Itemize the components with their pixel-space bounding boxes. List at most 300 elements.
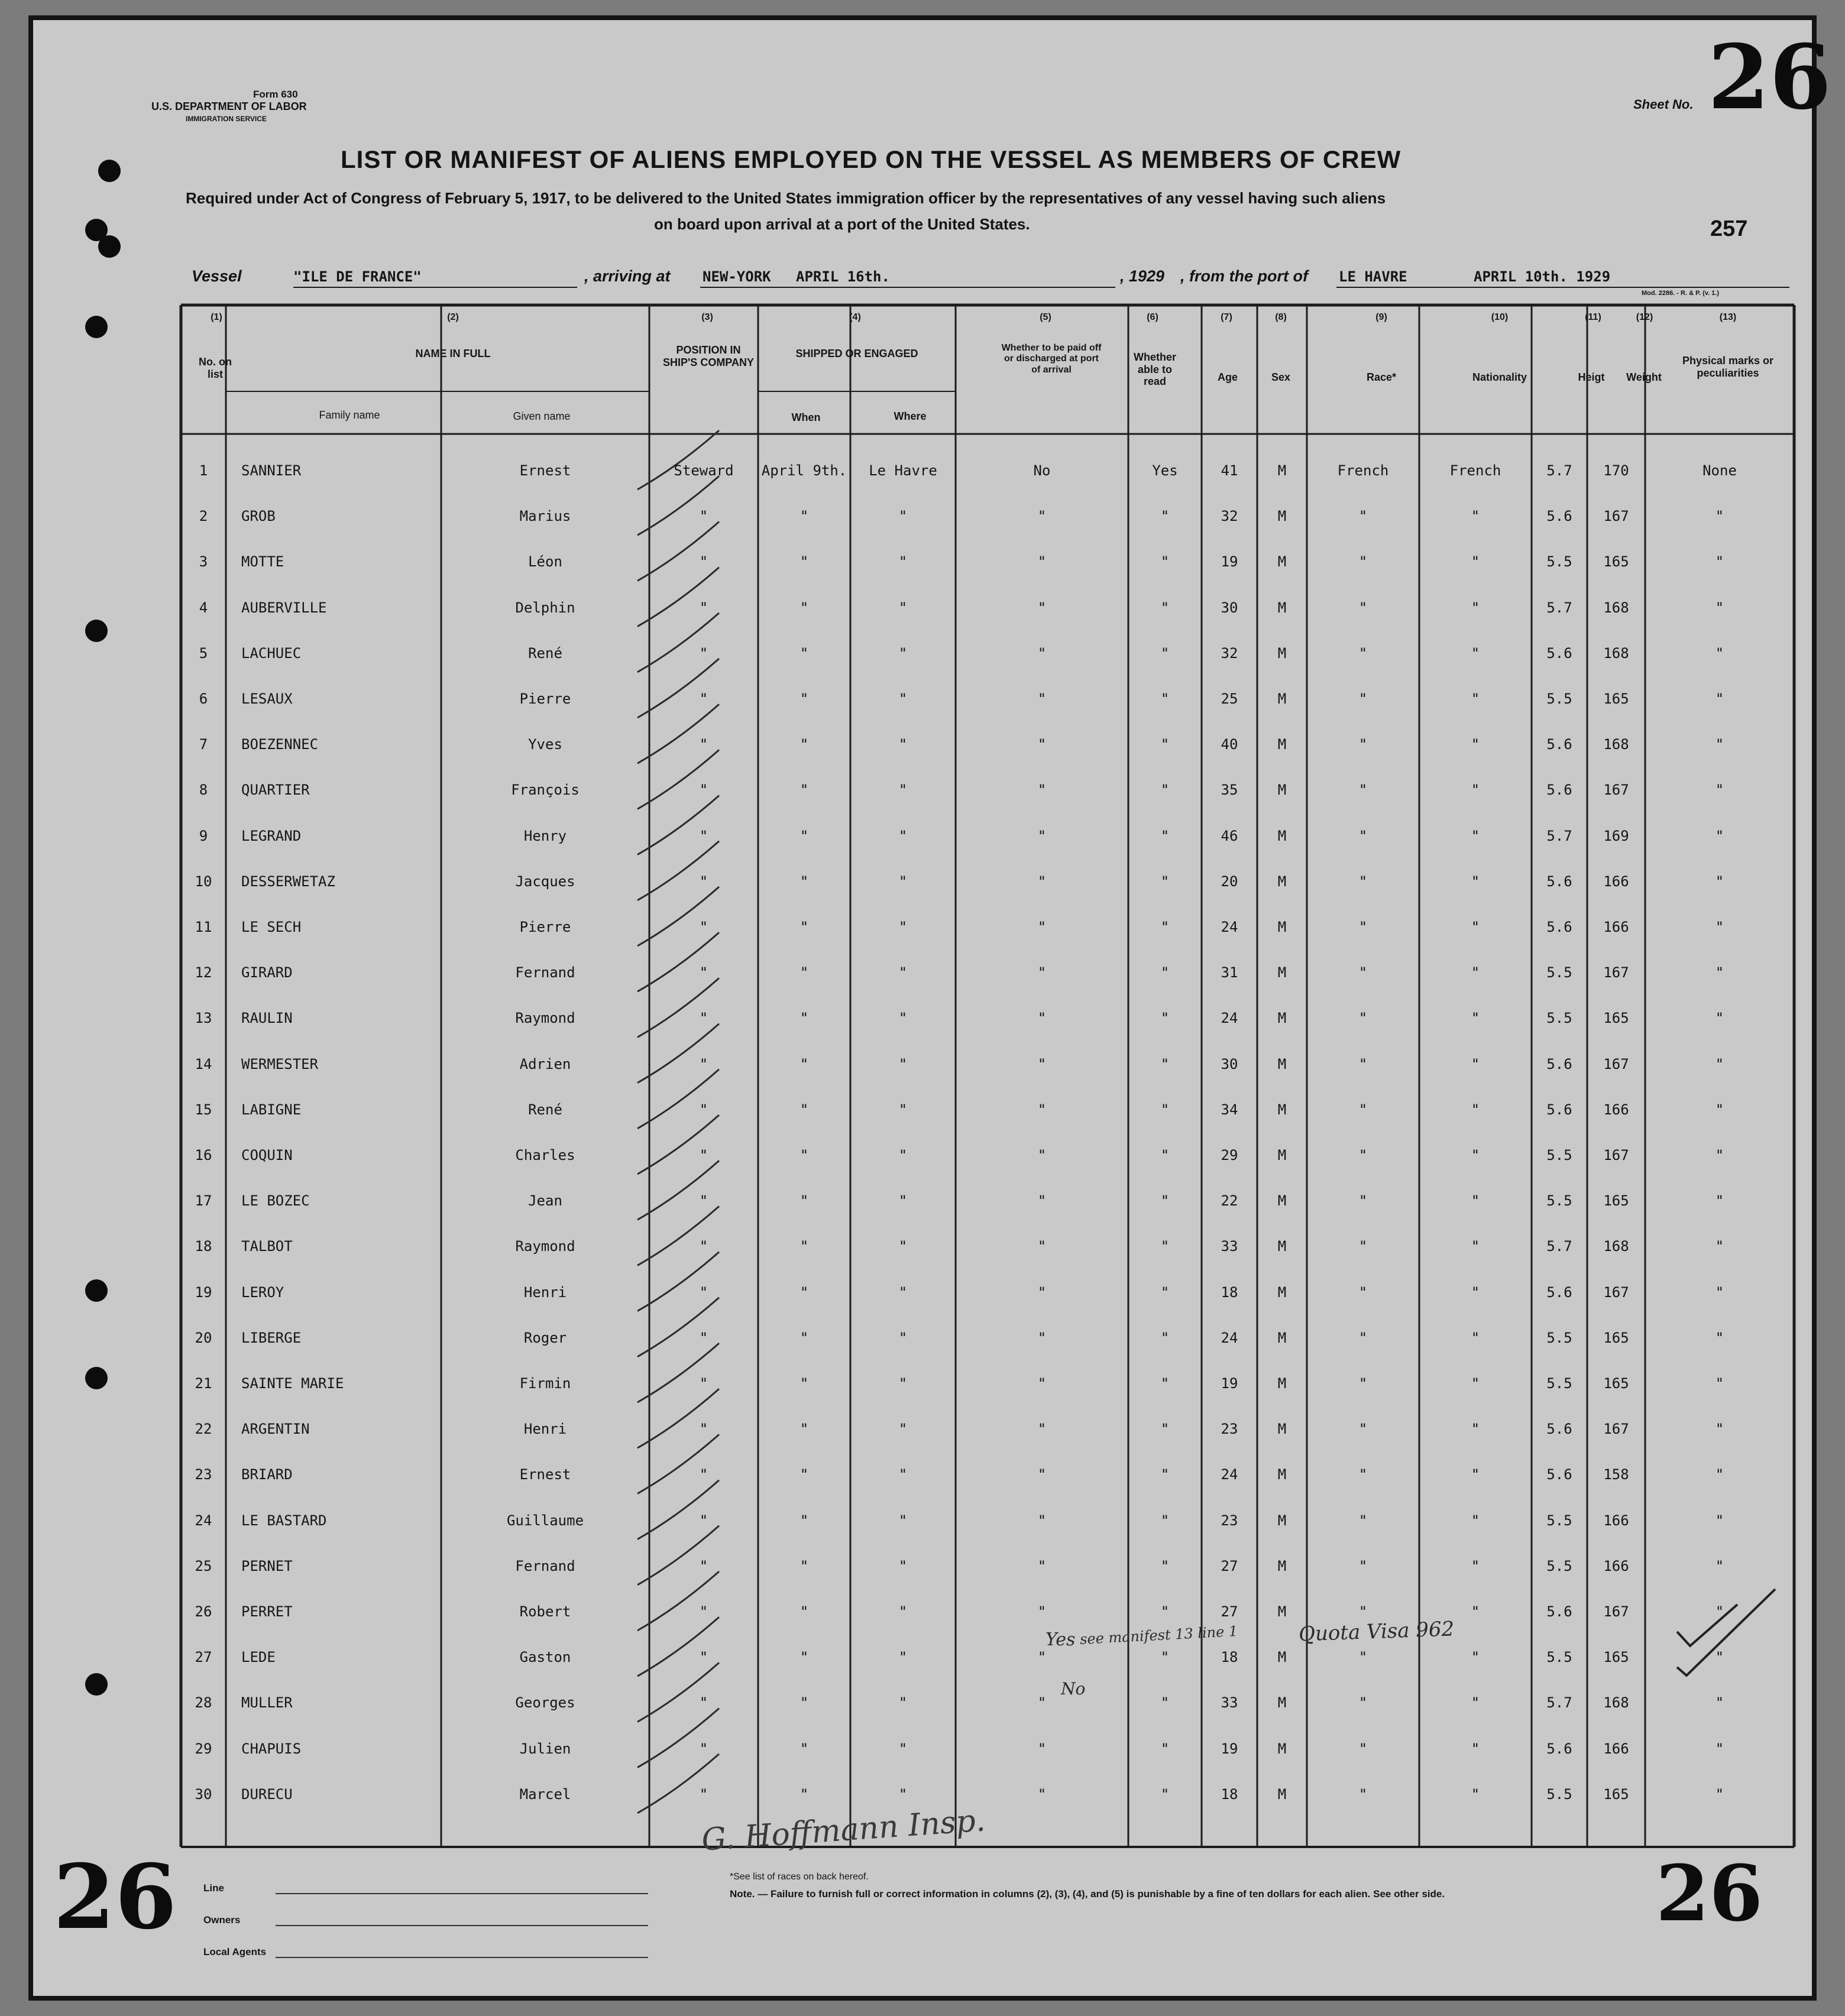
physical-marks: " (1715, 1010, 1724, 1027)
weight: 165 (1603, 1010, 1629, 1027)
given-name: Henry (523, 827, 567, 844)
weight: 166 (1603, 873, 1629, 890)
shipped-when: " (800, 1421, 809, 1438)
col-given-name: Given name (513, 410, 571, 422)
paid-off: " (1037, 1694, 1047, 1712)
paid-off: " (1037, 1740, 1047, 1757)
col-position: POSITION IN SHIP'S COMPANY (663, 344, 754, 368)
mod-reference: Mod. 2286. - R. & P. (v. 1.) (1642, 290, 1720, 297)
age: 41 (1221, 462, 1238, 479)
able-to-read: " (1160, 782, 1170, 799)
age: 32 (1221, 508, 1238, 525)
paid-off: " (1037, 1055, 1047, 1072)
manifest-title: LIST OR MANIFEST OF ALIENS EMPLOYED ON THE VESSEL AS MEMBERS OF CREW (341, 145, 1401, 173)
departure-port: LE HAVRE (1339, 268, 1407, 285)
sex: M (1277, 1512, 1287, 1529)
paid-off: " (1037, 782, 1047, 799)
sex: M (1277, 1010, 1287, 1027)
family-name: LABIGNE (241, 1101, 302, 1118)
weight: 168 (1603, 644, 1629, 662)
position: " (699, 736, 708, 753)
weight: 166 (1603, 1512, 1629, 1529)
given-name: Ernest (519, 462, 571, 479)
family-name: BRIARD (241, 1466, 293, 1483)
shipped-when: " (800, 1147, 809, 1163)
given-name: Ernest (519, 1466, 571, 1483)
shipped-where: " (898, 1603, 908, 1620)
vessel-name: "ILE DE FRANCE" (293, 268, 422, 285)
given-name: Yves (528, 736, 562, 753)
race: " (1358, 553, 1368, 571)
able-to-read: " (1160, 1466, 1170, 1483)
shipped-when: " (800, 1466, 809, 1483)
family-name: LE SECH (241, 919, 302, 935)
shipped-when: " (800, 1284, 809, 1301)
manifest-sheet (28, 15, 1831, 2001)
shipped-where: " (898, 1375, 908, 1392)
race: " (1358, 1421, 1368, 1438)
height: 5.6 (1546, 782, 1572, 799)
weight: 167 (1603, 1147, 1629, 1163)
family-name: COQUIN (241, 1147, 293, 1163)
given-name: Guillaume (506, 1512, 584, 1529)
service: IMMIGRATION SERVICE (186, 115, 267, 123)
given-name: Marius (519, 508, 571, 525)
family-name: TALBOT (241, 1238, 293, 1255)
family-name: LACHUEC (241, 644, 302, 662)
age: 24 (1221, 919, 1238, 935)
weight: 168 (1603, 1694, 1629, 1712)
row-number: 24 (195, 1512, 212, 1529)
nationality: " (1471, 1375, 1480, 1392)
form-number: Form 630 (253, 89, 298, 100)
able-to-read: " (1160, 964, 1170, 981)
race: " (1358, 782, 1368, 799)
nationality: " (1471, 508, 1480, 525)
paid-off: " (1037, 1466, 1047, 1483)
height: 5.5 (1546, 964, 1572, 981)
given-name: Pierre (519, 691, 571, 707)
position: " (699, 1284, 708, 1301)
paid-off: " (1037, 508, 1047, 525)
given-name: Firmin (519, 1375, 571, 1392)
age: 19 (1221, 1375, 1238, 1392)
shipped-when: " (800, 1192, 809, 1210)
col-4-number: (4) (849, 312, 861, 322)
row-number: 9 (199, 827, 208, 844)
race: " (1358, 508, 1368, 525)
weight: 165 (1603, 1192, 1629, 1210)
nationality: " (1471, 1603, 1480, 1620)
col-paid-off: Whether to be paid off or discharged at port of arrival (1001, 343, 1102, 375)
shipped-when: " (800, 964, 809, 981)
physical-marks: None (1702, 462, 1737, 479)
row-number: 16 (195, 1147, 212, 1163)
subtitle-line-1: Required under Act of Congress of February 5, 1917, to be delivered to the United States immigration officer by the representatives of any vessel having such aliens (186, 189, 1386, 207)
physical-marks: " (1715, 1147, 1724, 1163)
family-name: LE BASTARD (241, 1512, 327, 1529)
sheet-number: 26 (1708, 25, 1831, 129)
given-name: Gaston (519, 1649, 571, 1666)
paid-off: " (1037, 1010, 1047, 1027)
physical-marks: " (1715, 691, 1724, 707)
height: 5.6 (1546, 1466, 1572, 1483)
sex: M (1277, 1557, 1287, 1574)
shipped-when: " (800, 644, 809, 662)
weight: 170 (1603, 462, 1629, 479)
given-name: Delphin (515, 599, 575, 616)
nationality: " (1471, 827, 1480, 844)
races-note: *See list of races on back hereof. (730, 1872, 869, 1882)
able-to-read: " (1160, 1603, 1170, 1620)
age: 18 (1221, 1649, 1238, 1666)
row-number: 5 (199, 644, 208, 662)
shipped-when: " (800, 1512, 809, 1529)
given-name: René (528, 1101, 562, 1118)
race: " (1358, 1466, 1368, 1483)
position: " (699, 553, 708, 571)
able-to-read: " (1160, 1147, 1170, 1163)
shipped-where: " (898, 782, 908, 799)
col-age: Age (1217, 371, 1238, 383)
position: " (699, 1694, 708, 1712)
nationality: " (1471, 736, 1480, 753)
shipped-where: " (898, 1284, 908, 1301)
age: 29 (1221, 1147, 1238, 1163)
position: " (699, 782, 708, 799)
paid-off: " (1037, 1238, 1047, 1255)
position: " (699, 1512, 708, 1529)
height: 5.7 (1546, 1694, 1572, 1712)
sex: M (1277, 873, 1287, 890)
physical-marks: " (1715, 827, 1724, 844)
line-label: Line (203, 1882, 224, 1894)
given-name: Robert (519, 1603, 571, 1620)
family-name: WERMESTER (241, 1055, 319, 1072)
col-where: Where (894, 410, 927, 422)
nationality: " (1471, 1147, 1480, 1163)
nationality: " (1471, 1512, 1480, 1529)
line-blank (276, 1893, 648, 1894)
able-to-read: " (1160, 1740, 1170, 1757)
race: " (1358, 1101, 1368, 1118)
row-number: 4 (199, 599, 208, 616)
sex: M (1277, 462, 1287, 479)
weight: 166 (1603, 1740, 1629, 1757)
shipped-where: " (898, 1512, 908, 1529)
nationality: " (1471, 1055, 1480, 1072)
paid-off: " (1037, 1101, 1047, 1118)
sex: M (1277, 1466, 1287, 1483)
shipped-when: " (800, 1329, 809, 1346)
age: 27 (1221, 1603, 1238, 1620)
sex: M (1277, 919, 1287, 935)
family-name: CHAPUIS (241, 1740, 302, 1757)
given-name: Roger (523, 1329, 567, 1346)
sex: M (1277, 1055, 1287, 1072)
weight: 165 (1603, 1649, 1629, 1666)
height: 5.5 (1546, 691, 1572, 707)
family-name: DURECU (241, 1785, 293, 1803)
row-number: 12 (195, 964, 212, 981)
shipped-where: " (898, 736, 908, 753)
nationality: " (1471, 919, 1480, 935)
race: " (1358, 599, 1368, 616)
col-physical-marks: Physical marks or peculiarities (1682, 355, 1774, 379)
row-number: 29 (195, 1740, 212, 1757)
position: " (699, 1192, 708, 1210)
col-nationality: Nationality (1472, 371, 1527, 383)
race: " (1358, 964, 1368, 981)
height: 5.5 (1546, 1329, 1572, 1346)
able-to-read: " (1160, 1557, 1170, 1574)
row-number: 6 (199, 691, 208, 707)
shipped-when: " (800, 691, 809, 707)
year: , 1929 (1120, 267, 1165, 285)
shipped-when: " (800, 1055, 809, 1072)
given-name: Pierre (519, 919, 571, 935)
shipped-when: " (800, 873, 809, 890)
height: 5.5 (1546, 1785, 1572, 1803)
shipped-when: " (800, 553, 809, 571)
paid-off: " (1037, 644, 1047, 662)
race: " (1358, 1010, 1368, 1027)
race: " (1358, 1192, 1368, 1210)
height: 5.6 (1546, 736, 1572, 753)
physical-marks: " (1715, 553, 1724, 571)
height: 5.5 (1546, 1192, 1572, 1210)
row-number: 10 (195, 873, 212, 890)
sex: M (1277, 1694, 1287, 1712)
shipped-where: " (898, 644, 908, 662)
physical-marks: " (1715, 1512, 1724, 1529)
paid-off: " (1037, 1329, 1047, 1346)
able-to-read: " (1160, 1421, 1170, 1438)
row-number: 25 (195, 1557, 212, 1574)
age: 24 (1221, 1010, 1238, 1027)
height: 5.6 (1546, 508, 1572, 525)
age: 35 (1221, 782, 1238, 799)
paid-off: " (1037, 1147, 1047, 1163)
row-number: 21 (195, 1375, 212, 1392)
sex: M (1277, 553, 1287, 571)
sex: M (1277, 644, 1287, 662)
col-9-number: (9) (1375, 312, 1387, 322)
nationality: " (1471, 1010, 1480, 1027)
age: 20 (1221, 873, 1238, 890)
family-name: PERRET (241, 1603, 293, 1620)
from-label: , from the port of (1180, 267, 1308, 285)
sex: M (1277, 1375, 1287, 1392)
race: " (1358, 873, 1368, 890)
arriving-label: , arriving at (584, 267, 671, 285)
physical-marks: " (1715, 1603, 1724, 1620)
nationality: " (1471, 644, 1480, 662)
height: 5.6 (1546, 919, 1572, 935)
position: " (699, 1785, 708, 1803)
race: " (1358, 1147, 1368, 1163)
physical-marks: " (1715, 1785, 1724, 1803)
nationality: " (1471, 1694, 1480, 1712)
paid-off: " (1037, 1512, 1047, 1529)
department: U.S. DEPARTMENT OF LABOR (151, 101, 307, 112)
race: " (1358, 644, 1368, 662)
paid-off: " (1037, 599, 1047, 616)
race: " (1358, 1603, 1368, 1620)
family-name: AUBERVILLE (241, 599, 327, 616)
nationality: " (1471, 1785, 1480, 1803)
given-name: Charles (515, 1147, 575, 1163)
physical-marks: " (1715, 644, 1724, 662)
row-number: 17 (195, 1192, 212, 1210)
col-height: Heigt (1578, 371, 1605, 383)
stamp-number-right: 26 (1656, 1848, 1763, 1939)
shipped-where: Le Havre (869, 462, 937, 479)
family-name: LEDE (241, 1649, 276, 1666)
sex: M (1277, 691, 1287, 707)
position: " (699, 644, 708, 662)
col-race: Race* (1366, 371, 1397, 383)
col-3-number: (3) (701, 312, 713, 322)
given-name: René (528, 644, 562, 662)
physical-marks: " (1715, 1649, 1724, 1666)
height: 5.5 (1546, 1375, 1572, 1392)
height: 5.5 (1546, 1147, 1572, 1163)
height: 5.6 (1546, 1055, 1572, 1072)
stamp-number-left: 26 (53, 1845, 177, 1949)
able-to-read: " (1160, 1694, 1170, 1712)
arrival-port: NEW-YORK (703, 268, 771, 285)
able-to-read: " (1160, 1238, 1170, 1255)
shipped-when: " (800, 1557, 809, 1574)
weight: 167 (1603, 1603, 1629, 1620)
shipped-when: " (800, 1010, 809, 1027)
shipped-where: " (898, 1785, 908, 1803)
position: " (699, 1375, 708, 1392)
given-name: François (511, 782, 580, 799)
sex: M (1277, 1192, 1287, 1210)
given-name: Adrien (519, 1055, 571, 1072)
paid-off: " (1037, 691, 1047, 707)
weight: 166 (1603, 919, 1629, 935)
weight: 166 (1603, 1557, 1629, 1574)
physical-marks: " (1715, 1329, 1724, 1346)
sex: M (1277, 599, 1287, 616)
given-name: Marcel (519, 1785, 571, 1803)
weight: 165 (1603, 691, 1629, 707)
position: " (699, 1740, 708, 1757)
nationality: " (1471, 1557, 1480, 1574)
physical-marks: " (1715, 1375, 1724, 1392)
able-to-read: " (1160, 691, 1170, 707)
height: 5.6 (1546, 1740, 1572, 1757)
sex: M (1277, 782, 1287, 799)
paid-off: " (1037, 873, 1047, 890)
penalty-note: Note. — Failure to furnish full or correct information in columns (2), (3), (4), and (5) is punishable by a fine of ten dollars for each alien. See other side. (730, 1888, 1445, 1900)
physical-marks: " (1715, 1284, 1724, 1301)
shipped-when: " (800, 1649, 809, 1666)
able-to-read: Yes (1152, 462, 1178, 479)
able-to-read: " (1160, 919, 1170, 935)
paid-off: " (1037, 553, 1047, 571)
height: 5.5 (1546, 553, 1572, 571)
weight: 165 (1603, 1329, 1629, 1346)
able-to-read: " (1160, 508, 1170, 525)
able-to-read: " (1160, 1010, 1170, 1027)
paid-off: " (1037, 964, 1047, 981)
shipped-when: " (800, 827, 809, 844)
nationality: " (1471, 553, 1480, 571)
sex: M (1277, 1421, 1287, 1438)
age: 33 (1221, 1694, 1238, 1712)
paid-off: No (1033, 462, 1051, 479)
nationality: " (1471, 599, 1480, 616)
paid-off: " (1037, 919, 1047, 935)
weight: 165 (1603, 1375, 1629, 1392)
family-name: LEROY (241, 1284, 284, 1301)
age: 19 (1221, 553, 1238, 571)
subtitle-line-2: on board upon arrival at a port of the United States. (654, 215, 1030, 233)
handwritten-quota-visa: Quota Visa 962 (1298, 1617, 1455, 1646)
shipped-when: " (800, 736, 809, 753)
age: 23 (1221, 1512, 1238, 1529)
nationality: " (1471, 691, 1480, 707)
weight: 158 (1603, 1466, 1629, 1483)
height: 5.7 (1546, 1238, 1572, 1255)
physical-marks: " (1715, 1466, 1724, 1483)
given-name: Georges (515, 1694, 575, 1712)
able-to-read: " (1160, 827, 1170, 844)
departure-date: APRIL 10th. 1929 (1474, 268, 1611, 285)
race: " (1358, 1785, 1368, 1803)
row-number: 27 (195, 1649, 212, 1666)
physical-marks: " (1715, 782, 1724, 799)
shipped-where: " (898, 1055, 908, 1072)
paid-off: " (1037, 1375, 1047, 1392)
shipped-where: " (898, 827, 908, 844)
age: 24 (1221, 1329, 1238, 1346)
race: " (1358, 736, 1368, 753)
row-number: 8 (199, 782, 208, 799)
row-number: 18 (195, 1238, 212, 1255)
age: 22 (1221, 1192, 1238, 1210)
height: 5.6 (1546, 1421, 1572, 1438)
able-to-read: " (1160, 1055, 1170, 1072)
shipped-where: " (898, 1421, 908, 1438)
paid-off: " (1037, 1421, 1047, 1438)
able-to-read: " (1160, 873, 1170, 890)
height: 5.5 (1546, 1649, 1572, 1666)
col-no-on-list: No. on list (199, 356, 232, 380)
sex: M (1277, 1238, 1287, 1255)
paid-off: " (1037, 736, 1047, 753)
height: 5.7 (1546, 827, 1572, 844)
shipped-where: " (898, 1649, 908, 1666)
family-name: GROB (241, 508, 276, 525)
weight: 167 (1603, 1055, 1629, 1072)
family-name: DESSERWETAZ (241, 873, 335, 890)
shipped-when: April 9th. (761, 462, 847, 479)
physical-marks: " (1715, 508, 1724, 525)
family-name: LEGRAND (241, 827, 302, 844)
row-number: 11 (195, 919, 212, 935)
given-name: Henri (523, 1421, 567, 1438)
shipped-where: " (898, 1557, 908, 1574)
position: " (699, 1101, 708, 1118)
race: " (1358, 1375, 1368, 1392)
row-number: 7 (199, 736, 208, 753)
family-name: LIBERGE (241, 1329, 302, 1346)
